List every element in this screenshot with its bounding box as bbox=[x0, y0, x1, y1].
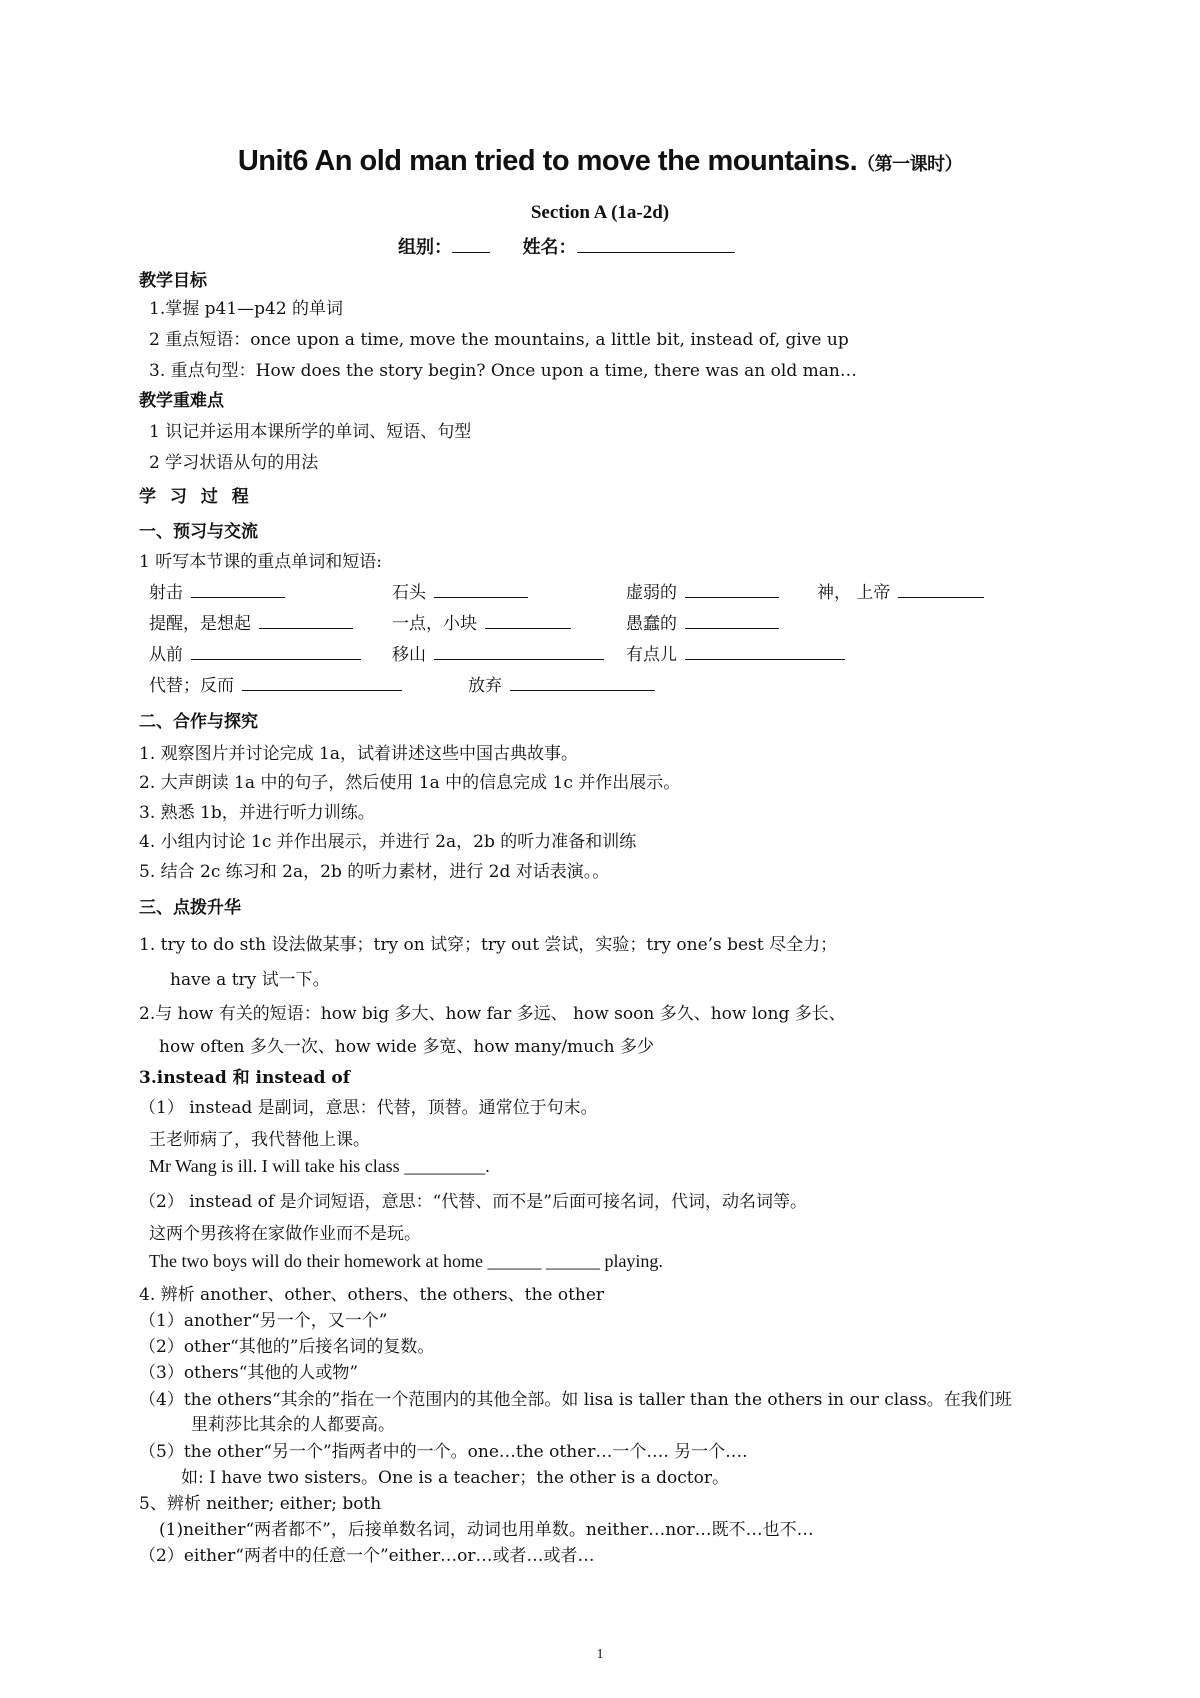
group-blank[interactable] bbox=[452, 234, 490, 253]
vocab-item: 提醒，是想起 bbox=[149, 609, 353, 634]
vocab-blank[interactable] bbox=[898, 581, 984, 598]
part2-item: 2. 大声朗读 1a 中的句子，然后使用 1a 中的信息完成 1c 并作出展示。 bbox=[139, 773, 681, 793]
difficulty-item: 1 识记并运用本课所学的单词、短语、句型 bbox=[149, 422, 472, 442]
vocab-item: 有点儿 bbox=[626, 640, 845, 665]
note-line: 1. try to do sth 设法做某事；try on 试穿；try out 尝试，实验；try one’s best 尽全力； bbox=[139, 935, 838, 955]
vocab-blank[interactable] bbox=[191, 643, 361, 660]
vocab-item: 射击 bbox=[149, 578, 285, 603]
vocab-blank[interactable] bbox=[242, 674, 402, 691]
vocab-item: 一点，小块 bbox=[392, 609, 571, 634]
note-line: 2.与 how 有关的短语：how big 多大、how far 多远、 how soon 多久、how long 多长、 bbox=[139, 1004, 846, 1024]
part2-heading: 二、合作与探究 bbox=[139, 712, 258, 732]
note-line: how often 多久一次、how wide 多宽、how many/much 多少 bbox=[159, 1037, 655, 1057]
note-line: （2）either“两者中的任意一个”either…or…或者…或者… bbox=[139, 1546, 595, 1566]
process-heading: 学 习 过 程 bbox=[139, 487, 253, 507]
vocab-item: 代替；反而 bbox=[149, 671, 402, 696]
part2-item: 5. 结合 2c 练习和 2a，2b 的听力素材，进行 2d 对话表演。。 bbox=[139, 862, 610, 882]
note-line: （2）other“其他的”后接名词的复数。 bbox=[139, 1337, 435, 1357]
vocab-blank[interactable] bbox=[685, 612, 779, 629]
vocab-blank[interactable] bbox=[685, 581, 779, 598]
note-line: 王老师病了，我代替他上课。 bbox=[149, 1130, 370, 1150]
note-line: (1)neither“两者都不”，后接单数名词，动词也用单数。neither…nor…既不…也不… bbox=[159, 1520, 814, 1540]
vocab-blank[interactable] bbox=[434, 643, 604, 660]
vocab-blank[interactable] bbox=[485, 612, 571, 629]
vocab-blank[interactable] bbox=[685, 643, 845, 660]
part3-heading: 三、点拨升华 bbox=[139, 898, 241, 918]
part1-heading: 一、预习与交流 bbox=[139, 522, 258, 542]
note-line: Mr Wang is ill. I will take his class _________. bbox=[149, 1156, 490, 1176]
note-line: 这两个男孩将在家做作业而不是玩。 bbox=[149, 1224, 421, 1244]
name-label: 姓名： bbox=[522, 237, 577, 258]
vocab-item: 神， 上帝 bbox=[817, 578, 984, 603]
vocab-blank[interactable] bbox=[259, 612, 353, 629]
part2-item: 1. 观察图片并讨论完成 1a，试着讲述这些中国古典故事。 bbox=[139, 744, 578, 764]
difficulties-heading: 教学重难点 bbox=[139, 391, 224, 411]
vocab-item: 移山 bbox=[392, 640, 604, 665]
part2-item: 4. 小组内讨论 1c 并作出展示，并进行 2a，2b 的听力准备和训练 bbox=[139, 832, 637, 852]
vocab-item: 石头 bbox=[392, 578, 528, 603]
vocab-item: 虚弱的 bbox=[626, 578, 779, 603]
part2-item: 3. 熟悉 1b，并进行听力训练。 bbox=[139, 803, 375, 823]
objective-item: 1.掌握 p41—p42 的单词 bbox=[149, 299, 344, 319]
note-line: （1） instead 是副词，意思：代替，顶替。通常位于句末。 bbox=[139, 1098, 598, 1118]
note-line: （1）another“另一个，又一个” bbox=[139, 1311, 388, 1331]
note-line: （4）the others“其余的”指在一个范围内的其他全部。如 lisa is taller than the others in our class。在我们班 bbox=[139, 1390, 1012, 1410]
note-line: 里莉莎比其余的人都要高。 bbox=[191, 1415, 395, 1435]
vocab-blank[interactable] bbox=[191, 581, 285, 598]
note-line: （2） instead of 是介词短语，意思：“代替、而不是”后面可接名词，代词，动名词等。 bbox=[139, 1192, 807, 1212]
objective-item: 3. 重点句型：How does the story begin? Once upon a time, there was an old man… bbox=[149, 361, 857, 381]
objectives-heading: 教学目标 bbox=[139, 271, 207, 291]
name-blank[interactable] bbox=[577, 234, 735, 253]
page-number: 1 bbox=[596, 1647, 604, 1662]
difficulty-item: 2 学习状语从句的用法 bbox=[149, 453, 319, 473]
group-label: 组别： bbox=[398, 237, 452, 258]
note-line: 如: I have two sisters。One is a teacher；the other is a doctor。 bbox=[181, 1468, 729, 1488]
note-line: （5）the other“另一个”指两者中的一个。one…the other…一个…. 另一个…. bbox=[139, 1442, 748, 1462]
note-line: have a try 试一下。 bbox=[170, 970, 330, 990]
vocab-item: 放弃 bbox=[468, 671, 655, 696]
vocab-blank[interactable] bbox=[510, 674, 655, 691]
vocab-item: 从前 bbox=[149, 640, 361, 665]
part1-intro: 1 听写本节课的重点单词和短语: bbox=[139, 552, 382, 572]
note-line: 4. 辨析 another、other、others、the others、the other bbox=[139, 1285, 605, 1305]
objective-item: 2 重点短语：once upon a time, move the mountains, a little bit, instead of, give up bbox=[149, 330, 849, 350]
note-line: 5、辨析 neither; either; both bbox=[139, 1494, 382, 1514]
note-line: （3）others“其他的人或物” bbox=[139, 1363, 359, 1383]
title-main: Unit6 An old man tried to move the mountains. bbox=[237, 145, 858, 177]
section-label: Section A (1a-2d) bbox=[530, 202, 670, 223]
note-line: The two boys will do their homework at home ______ ______ playing. bbox=[149, 1251, 663, 1271]
vocab-item: 愚蠢的 bbox=[626, 609, 779, 634]
vocab-blank[interactable] bbox=[434, 581, 528, 598]
group-name-row bbox=[398, 233, 735, 259]
document-title bbox=[0, 145, 1200, 178]
title-sub: （第一课时） bbox=[857, 154, 963, 175]
note-heading: 3.instead 和 instead of bbox=[139, 1068, 351, 1088]
